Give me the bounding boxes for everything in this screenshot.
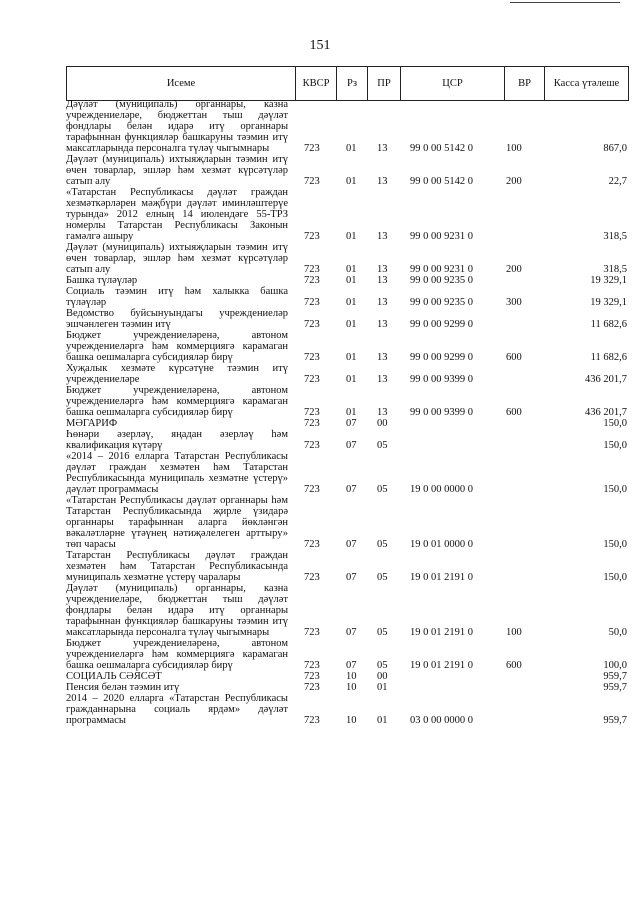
row-kvsr: 723 — [304, 264, 320, 275]
row-name: Бюджет учреждениеләренә, автоном учреждениеләргә һәм коммерциягә карамаган башка оешмаларга субсидияләр бирү — [66, 330, 288, 363]
table-row — [66, 638, 627, 671]
header-kassa: Касса үтәлеше — [553, 77, 620, 89]
row-name: Пенсия белән тәэмин итү — [66, 682, 180, 693]
table-row — [66, 418, 627, 429]
row-pr: 13 — [377, 352, 388, 363]
row-rz: 01 — [346, 143, 357, 154]
row-csr: 99 0 00 9231 0 — [410, 231, 473, 242]
header-csr: ЦСР — [401, 67, 505, 100]
row-pr: 01 — [377, 682, 388, 693]
row-kvsr: 723 — [304, 275, 320, 286]
row-pr: 13 — [377, 374, 388, 385]
row-rz: 07 — [346, 440, 357, 451]
row-pr: 05 — [377, 660, 388, 671]
row-kvsr: 723 — [304, 572, 320, 583]
page-number: 151 — [309, 38, 331, 53]
row-csr: 99 0 00 9231 0 — [410, 264, 473, 275]
header-name: Исеме — [67, 67, 296, 100]
row-vr: 200 — [506, 264, 522, 275]
row-pr: 13 — [377, 231, 388, 242]
row-name: Ведомство буйсынуындагы учреждениеләр эшчәнлеген тәэмин итү — [66, 308, 288, 330]
table-body — [66, 99, 627, 726]
row-kvsr: 723 — [304, 374, 320, 385]
row-amount: 959,7 — [603, 715, 627, 726]
row-rz: 10 — [346, 682, 357, 693]
row-csr: 19 0 01 2191 0 — [410, 660, 473, 671]
row-pr: 13 — [377, 264, 388, 275]
table-row — [66, 385, 627, 418]
row-csr: 19 0 01 2191 0 — [410, 572, 473, 583]
row-rz: 01 — [346, 275, 357, 286]
row-rz: 07 — [346, 484, 357, 495]
row-rz: 07 — [346, 572, 357, 583]
row-pr: 13 — [377, 297, 388, 308]
row-vr: 600 — [506, 352, 522, 363]
row-name: «Татарстан Республикасы дәүләт органнары һәм Татарстан Республикасында җирле үзидарә органнары тарафыннан аларга йөкләнгән вәкаләтләрне үтәүнең нәтиҗәлелеген арттыру» төп чарасы — [66, 495, 288, 550]
row-name: Дәүләт (муниципаль) ихтыяҗларын тәэмин итү өчен товарлар, эшләр һәм хезмәт күрсәтүләр сатып алу — [66, 154, 288, 187]
row-kvsr: 723 — [304, 418, 320, 429]
row-name: Дәүләт (муниципаль) органнары, казна учреждениеләре, бюджеттан тыш дәүләт фондлары белән идарә итү органнары тарафыннан функцияләр башкаруны тәэмин итү максатларында персоналга түләү чыгымнары — [66, 583, 288, 638]
row-rz: 01 — [346, 264, 357, 275]
row-kvsr: 723 — [304, 319, 320, 330]
row-amount: 50,0 — [608, 627, 627, 638]
row-amount: 150,0 — [603, 418, 627, 429]
table-row — [66, 693, 627, 726]
row-name: Бюджет учреждениеләренә, автоном учреждениеләргә һәм коммерциягә карамаган башка оешмаларга субсидияләр бирү — [66, 385, 288, 418]
row-kvsr: 723 — [304, 682, 320, 693]
row-kvsr: 723 — [304, 484, 320, 495]
row-amount: 959,7 — [603, 682, 627, 693]
table-row — [66, 671, 627, 682]
row-kvsr: 723 — [304, 407, 320, 418]
row-vr: 300 — [506, 297, 522, 308]
table-row — [66, 550, 627, 583]
table-row — [66, 583, 627, 638]
header-rz: Рз — [337, 67, 368, 100]
row-csr: 99 0 00 9235 0 — [410, 297, 473, 308]
row-kvsr: 723 — [304, 231, 320, 242]
row-rz: 10 — [346, 671, 357, 682]
row-pr: 13 — [377, 176, 388, 187]
row-vr: 600 — [506, 660, 522, 671]
row-vr: 100 — [506, 143, 522, 154]
row-pr: 13 — [377, 407, 388, 418]
row-csr: 19 0 01 2191 0 — [410, 627, 473, 638]
table-row — [66, 429, 627, 451]
header-vr: ВР — [505, 67, 545, 100]
row-pr: 13 — [377, 143, 388, 154]
row-pr: 05 — [377, 627, 388, 638]
row-amount: 436 201,7 — [585, 407, 627, 418]
row-kvsr: 723 — [304, 297, 320, 308]
row-csr: 99 0 00 5142 0 — [410, 176, 473, 187]
row-kvsr: 723 — [304, 176, 320, 187]
row-csr: 99 0 00 9399 0 — [410, 374, 473, 385]
row-csr: 03 0 00 0000 0 — [410, 715, 473, 726]
row-csr: 99 0 00 5142 0 — [410, 143, 473, 154]
row-name: СОЦИАЛЬ СӘЯСӘТ — [66, 671, 162, 682]
row-kvsr: 723 — [304, 352, 320, 363]
row-pr: 13 — [377, 319, 388, 330]
table-row — [66, 363, 627, 385]
table-row — [66, 242, 627, 275]
table-row — [66, 330, 627, 363]
row-name: «2014 – 2016 елларга Татарстан Республикасы дәүләт граждан хезмәтен һәм Татарстан Республикасында муниципаль хезмәтне үстерү» дәүләт программасы — [66, 451, 288, 495]
table-row — [66, 187, 627, 242]
row-name: МӘГАРИФ — [66, 418, 118, 429]
row-amount: 150,0 — [603, 572, 627, 583]
table-header — [66, 66, 629, 101]
row-rz: 01 — [346, 297, 357, 308]
row-amount: 19 329,1 — [590, 297, 627, 308]
table-row — [66, 275, 627, 286]
row-kvsr: 723 — [304, 671, 320, 682]
row-csr: 19 0 00 0000 0 — [410, 484, 473, 495]
row-kvsr: 723 — [304, 143, 320, 154]
row-kvsr: 723 — [304, 440, 320, 451]
row-kvsr: 723 — [304, 539, 320, 550]
row-rz: 01 — [346, 407, 357, 418]
table-row — [66, 286, 627, 308]
row-kvsr: 723 — [304, 715, 320, 726]
row-rz: 01 — [346, 176, 357, 187]
row-csr: 99 0 00 9399 0 — [410, 407, 473, 418]
row-csr: 19 0 01 0000 0 — [410, 539, 473, 550]
row-pr: 05 — [377, 572, 388, 583]
table-row — [66, 308, 627, 330]
table-row — [66, 682, 627, 693]
row-amount: 318,5 — [603, 264, 627, 275]
row-csr: 99 0 00 9299 0 — [410, 319, 473, 330]
row-amount: 19 329,1 — [590, 275, 627, 286]
row-name: Социаль тәэмин итү һәм халыкка башка түләүләр — [66, 286, 288, 308]
row-kvsr: 723 — [304, 660, 320, 671]
row-name: Бюджет учреждениеләренә, автоном учреждениеләргә һәм коммерциягә карамаган башка оешмаларга субсидияләр бирү — [66, 638, 288, 671]
row-rz: 01 — [346, 319, 357, 330]
row-pr: 05 — [377, 539, 388, 550]
row-amount: 22,7 — [608, 176, 627, 187]
row-amount: 867,0 — [603, 143, 627, 154]
row-csr: 99 0 00 9235 0 — [410, 275, 473, 286]
table-row — [66, 99, 627, 154]
row-rz: 07 — [346, 539, 357, 550]
row-amount: 959,7 — [603, 671, 627, 682]
row-rz: 07 — [346, 627, 357, 638]
row-rz: 10 — [346, 715, 357, 726]
row-name: «Татарстан Республикасы дәүләт граждан хезмәткәрләрен мәҗбүри дәүләт иминләштерүе турында» 2012 елның 14 июлендәге 55-ТРЗ номерлы Татарстан Республикасы Законын гамәлгә ашыру — [66, 187, 288, 242]
row-name: Дәүләт (муниципаль) ихтыяҗларын тәэмин итү өчен товарлар, эшләр һәм хезмәт күрсәтүләр сатып алу — [66, 242, 288, 275]
row-name: 2014 – 2020 елларга «Татарстан Республикасы гражданнарына социаль ярдәм» дәүләт программасы — [66, 693, 288, 726]
table-row — [66, 495, 627, 550]
row-rz: 01 — [346, 374, 357, 385]
row-pr: 01 — [377, 715, 388, 726]
row-amount: 436 201,7 — [585, 374, 627, 385]
row-amount: 150,0 — [603, 484, 627, 495]
row-vr: 200 — [506, 176, 522, 187]
row-vr: 600 — [506, 407, 522, 418]
row-name: Татарстан Республикасы дәүләт граждан хезмәтен һәм Татарстан Республикасында муниципаль хезмәтне үстерү чаралары — [66, 550, 288, 583]
header-pr: ПР — [368, 67, 401, 100]
row-rz: 07 — [346, 660, 357, 671]
row-vr: 100 — [506, 627, 522, 638]
row-name: Дәүләт (муниципаль) органнары, казна учреждениеләре, бюджеттан тыш дәүләт фондлары белән идарә итү органнары тарафыннан функцияләр башкаруны тәэмин итү максатларында персоналга түләү чыгымнары — [66, 99, 288, 154]
row-name: Хуҗалык хезмәте күрсәтүне тәэмин итү учреждениеләре — [66, 363, 288, 385]
row-amount: 318,5 — [603, 231, 627, 242]
row-name: Башка түләүләр — [66, 275, 138, 286]
row-rz: 01 — [346, 352, 357, 363]
row-amount: 11 682,6 — [590, 352, 627, 363]
row-pr: 05 — [377, 440, 388, 451]
row-amount: 11 682,6 — [590, 319, 627, 330]
row-amount: 100,0 — [603, 660, 627, 671]
table-row — [66, 451, 627, 495]
row-rz: 01 — [346, 231, 357, 242]
row-name: Һөнәри әзерләү, яңадан әзерләү һәм квалификация күтәрү — [66, 429, 288, 451]
top-rule — [510, 2, 620, 3]
row-pr: 13 — [377, 275, 388, 286]
row-pr: 00 — [377, 671, 388, 682]
row-csr: 99 0 00 9299 0 — [410, 352, 473, 363]
row-pr: 05 — [377, 484, 388, 495]
row-amount: 150,0 — [603, 440, 627, 451]
row-amount: 150,0 — [603, 539, 627, 550]
row-kvsr: 723 — [304, 627, 320, 638]
table-row — [66, 154, 627, 187]
header-kvsr: КВСР — [296, 67, 337, 100]
row-pr: 00 — [377, 418, 388, 429]
row-rz: 07 — [346, 418, 357, 429]
